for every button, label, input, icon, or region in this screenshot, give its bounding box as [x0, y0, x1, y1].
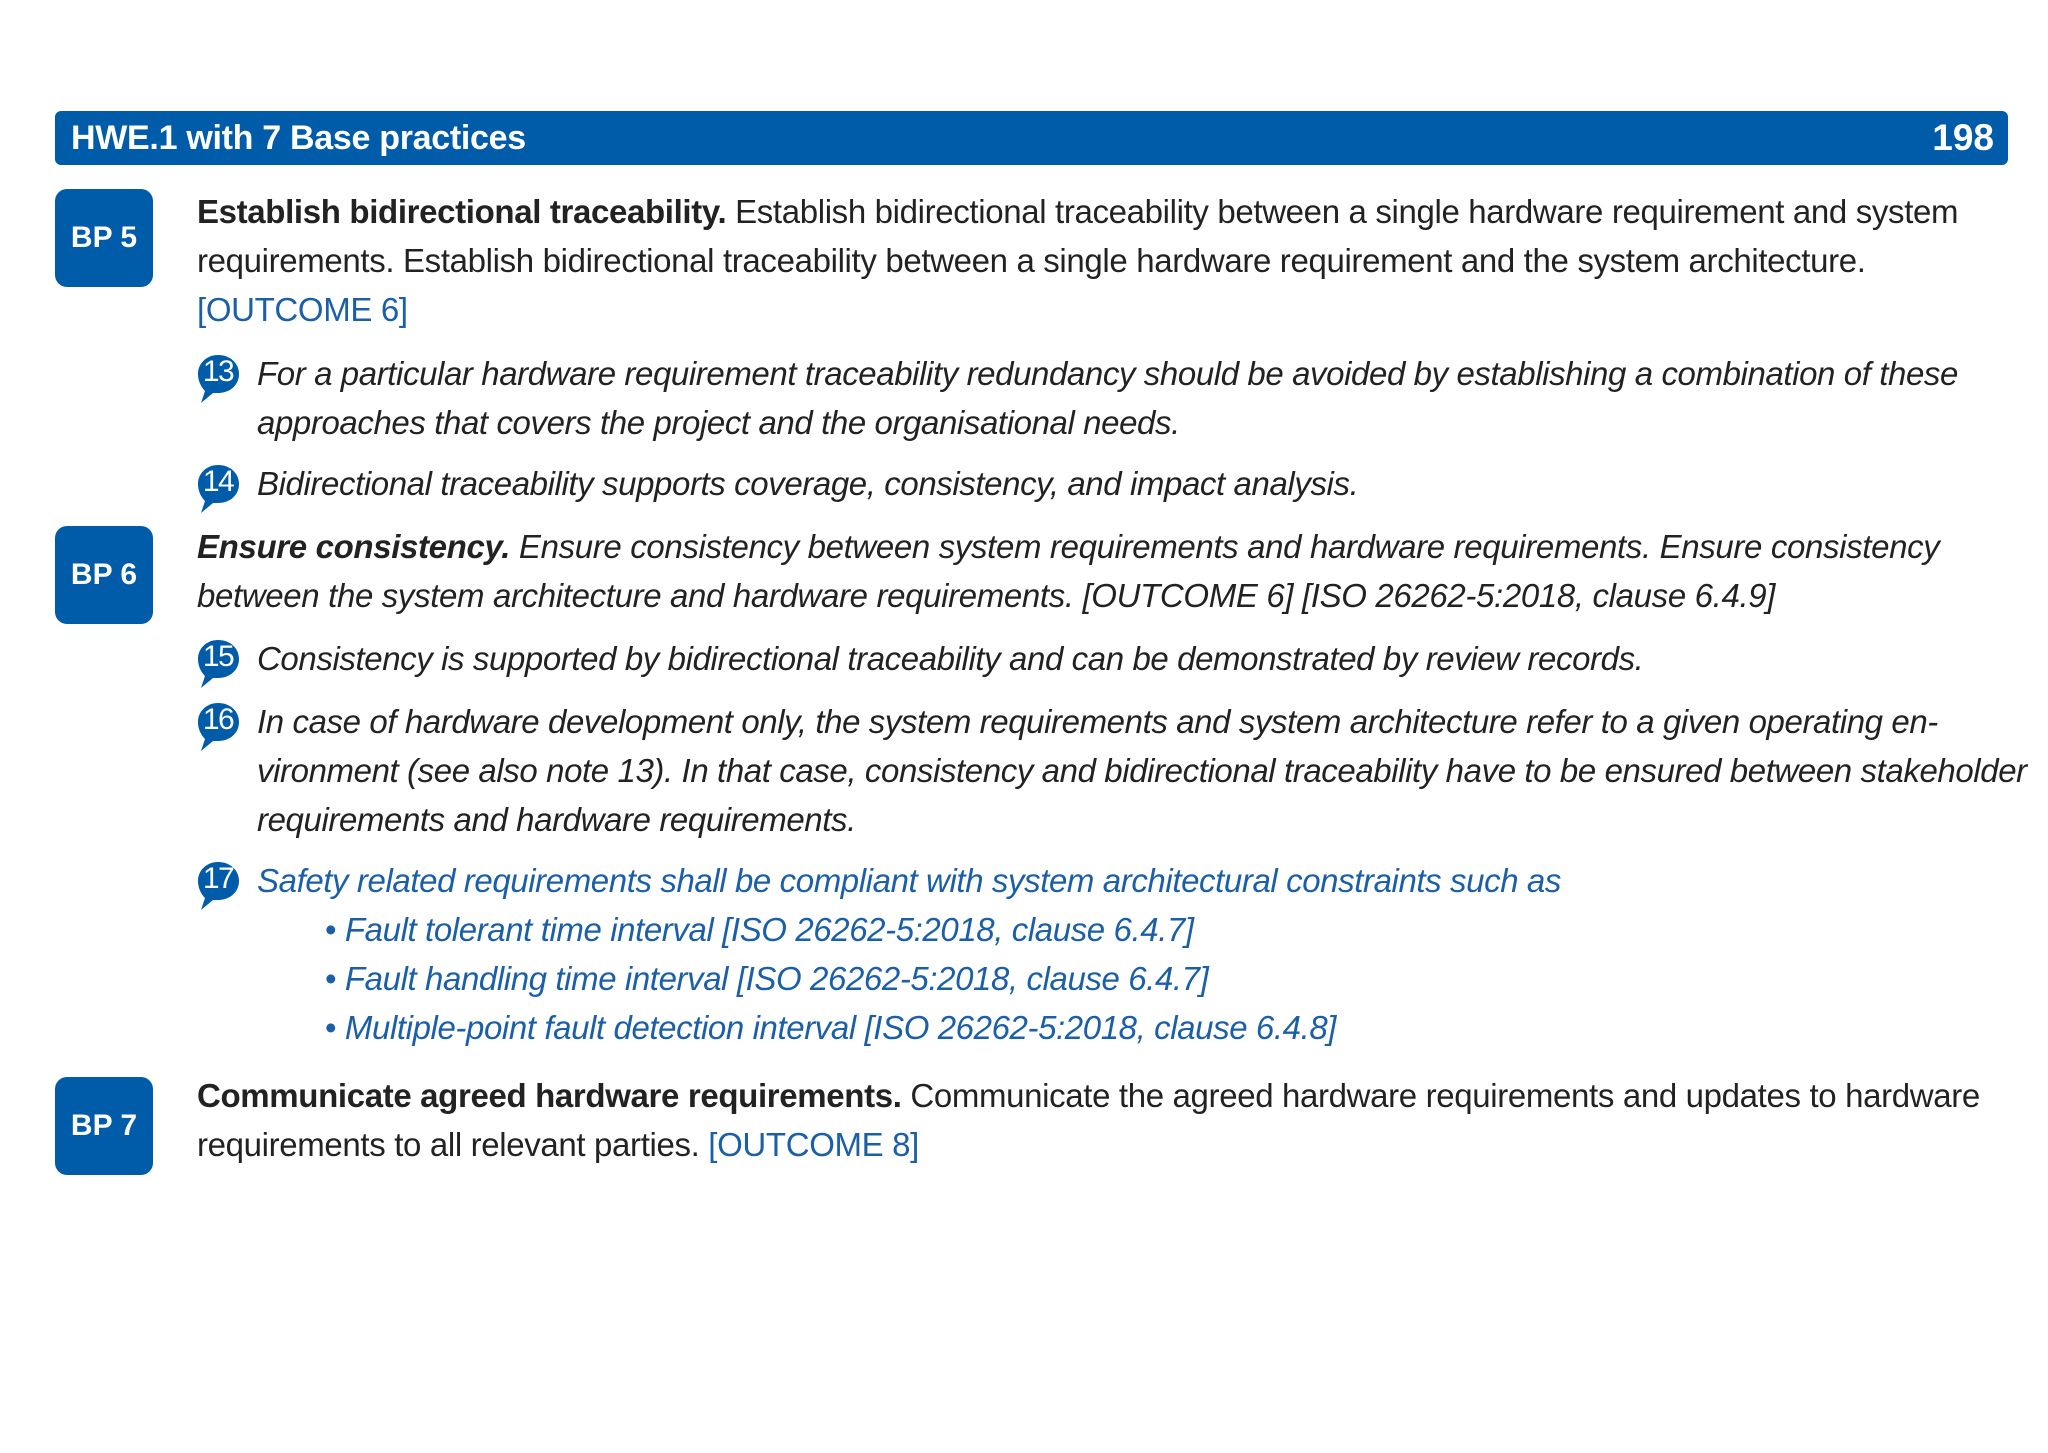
bp5-badge: BP 5	[55, 189, 153, 287]
list-item: • Multiple-point fault detection interval [ISO 26262-5:2018, clause 6.4.8]	[325, 1003, 2027, 1052]
note-number: 15	[202, 640, 234, 673]
note-text: Consistency is supported by bidirectional traceability and can be demonstrated by review records.	[257, 640, 1644, 677]
list-item: • Fault handling time interval [ISO 26262-5:2018, clause 6.4.7]	[325, 954, 2027, 1003]
bp6-paragraph	[197, 522, 2027, 620]
note-number: 17	[202, 862, 234, 895]
note-text: Safety related requirements shall be compliant with system architectural constraints such as	[257, 862, 1561, 899]
header-bar	[55, 111, 2008, 165]
note-number: 14	[202, 465, 234, 498]
note-text: In case of hardware development only, the system requirements and system architecture refer to a given operating environment (see also note 13). In that case, consistency and bidirectional traceability have to be ensured between stakeholder requirements and hardware requirements.	[257, 703, 2027, 838]
bp5-paragraph	[197, 187, 2027, 334]
constraint-list	[197, 905, 2027, 1052]
bp7-title: Communicate agreed hardware requirements.	[197, 1077, 902, 1114]
bp6-text: Ensure consistency between system requirements and hardware requirements. Ensure consistency between the system architecture and hardware requirements. [OUTCOME 6] [ISO 26262-5:2018, clause 6.4.9]	[197, 528, 1940, 614]
note-text: For a particular hardware requirement traceability redundancy should be avoided by establishing a combination of these approaches that covers the project and the organisational needs.	[257, 355, 1958, 441]
bp5-section	[197, 187, 2027, 334]
bp5-text: Establish bidirectional traceability between a single hardware requirement and system requirements. Establish bidirectional traceability between a single hardware requirement and the system architecture.	[197, 193, 1959, 279]
note-14	[197, 459, 2027, 508]
bp6-badge: BP 6	[55, 526, 153, 624]
bp7-paragraph	[197, 1071, 2027, 1169]
bp7-outcome-ref: [OUTCOME 8]	[708, 1126, 919, 1163]
note-number: 13	[202, 355, 234, 388]
note-15	[197, 634, 2027, 683]
note-number: 16	[202, 703, 234, 736]
header-title: HWE.1 with 7 Base practices	[71, 118, 526, 157]
page-number: 198	[1932, 117, 1994, 158]
note-17	[197, 856, 2027, 1052]
bp6-section	[197, 522, 2027, 620]
note-13	[197, 349, 2027, 447]
bp7-section	[197, 1071, 2027, 1169]
bp6-title: Ensure consistency.	[197, 528, 511, 565]
bp5-outcome-ref: [OUTCOME 6]	[197, 291, 408, 328]
note-16	[197, 697, 2027, 844]
list-item: • Fault tolerant time interval [ISO 26262-5:2018, clause 6.4.7]	[325, 905, 2027, 954]
note-text: Bidirectional traceability supports coverage, consistency, and impact analysis.	[257, 465, 1359, 502]
bp7-text: Communicate the agreed hardware requirements and updates to hardware requirements to all relevant parties.	[197, 1077, 1980, 1163]
bp5-title: Establish bidirectional traceability.	[197, 193, 727, 230]
bp7-badge: BP 7	[55, 1077, 153, 1175]
